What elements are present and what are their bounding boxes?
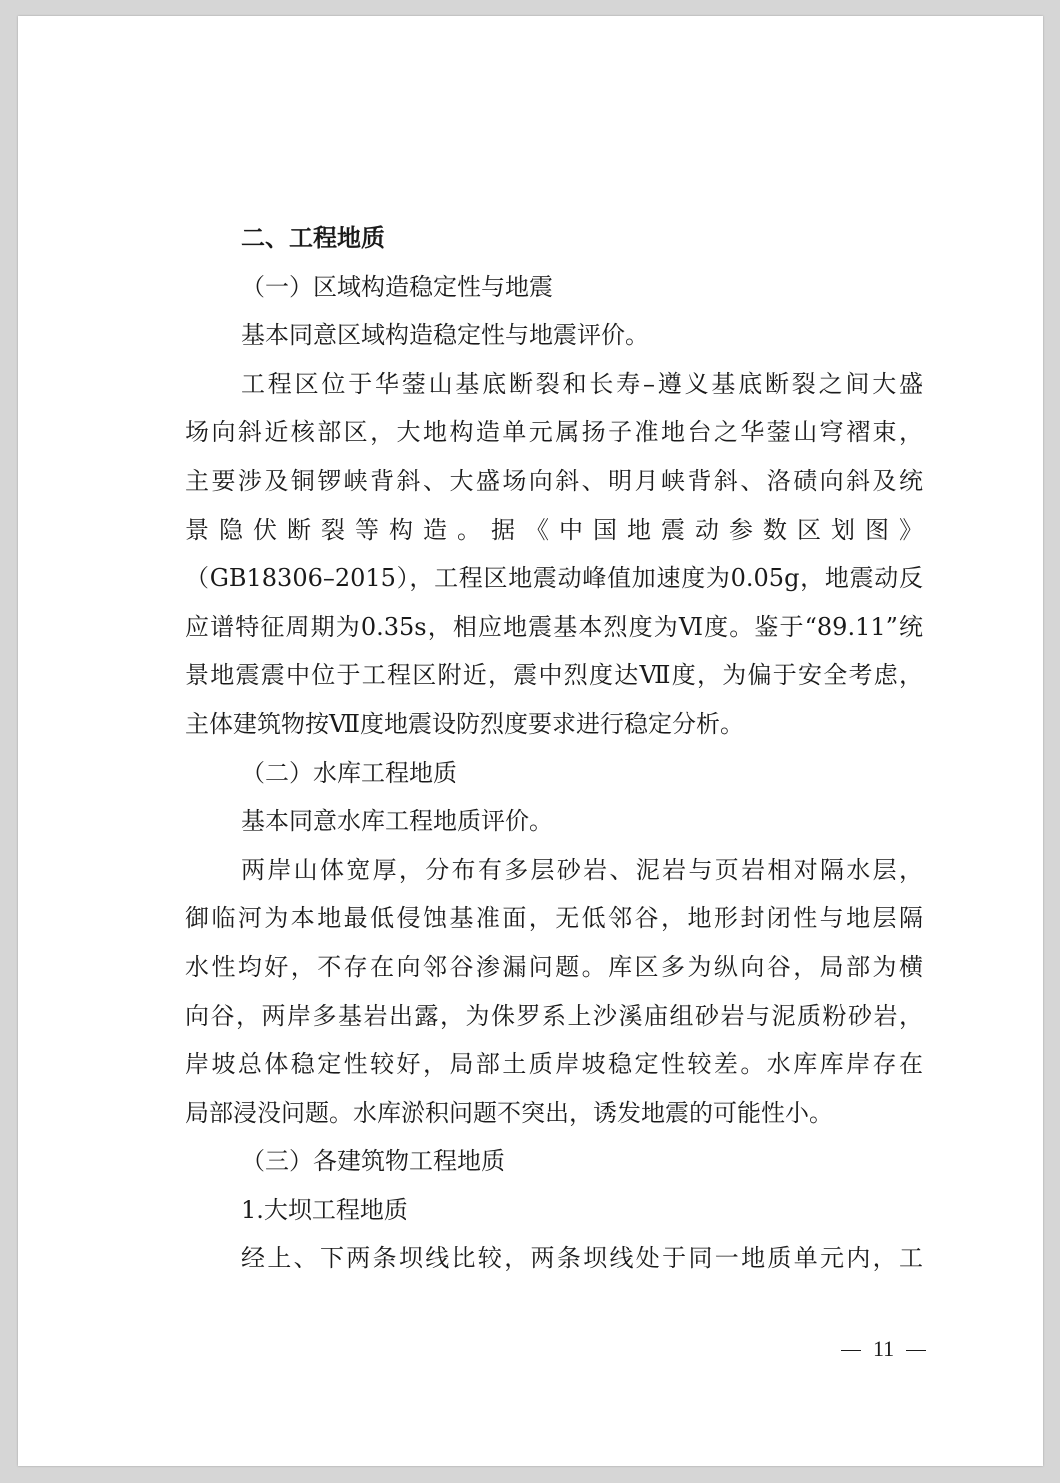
document-body xyxy=(185,214,923,1283)
paragraph-2-line: 景隐伏断裂等构造。据《中国地震动参数区划图》 xyxy=(185,515,923,544)
document-page xyxy=(18,16,1043,1466)
paragraph-4-line: 岸坡总体稳定性较好，局部土质岸坡稳定性较差。水库库岸存在 xyxy=(185,1050,923,1079)
item-heading-1: 1.大坝工程地质 xyxy=(241,1195,408,1224)
paragraph-4-line: 局部浸没问题。水库淤积问题不突出，诱发地震的可能性小。 xyxy=(185,1098,833,1127)
paragraph-5-line: 经上、下两条坝线比较，两条坝线处于同一地质单元内，工 xyxy=(241,1244,923,1273)
paragraph-3: 基本同意水库工程地质评价。 xyxy=(241,807,553,836)
paragraph-4-line: 向谷，两岸多基岩出露，为侏罗系上沙溪庙组砂岩与泥质粉砂岩， xyxy=(185,1001,923,1030)
paragraph-4-line: 两岸山体宽厚，分布有多层砂岩、泥岩与页岩相对隔水层， xyxy=(241,855,923,884)
paragraph-4-line: 水性均好，不存在向邻谷渗漏问题。库区多为纵向谷，局部为横 xyxy=(185,952,923,981)
paragraph-2-line: 主体建筑物按Ⅶ度地震设防烈度要求进行稳定分析。 xyxy=(185,709,744,738)
paragraph-2-line: 景地震震中位于工程区附近，震中烈度达Ⅶ度，为偏于安全考虑， xyxy=(185,661,923,690)
section-heading: 二、工程地质 xyxy=(241,223,385,252)
paragraph-2-line: 工程区位于华蓥山基底断裂和长寿–遵义基底断裂之间大盛 xyxy=(241,369,923,398)
paragraph-2-line: （GB18306–2015），工程区地震动峰值加速度为0.05g，地震动反 xyxy=(185,564,923,593)
page-number-dash-right xyxy=(906,1350,926,1351)
page-number xyxy=(841,1334,941,1364)
paragraph-2-line: 应谱特征周期为0.35s，相应地震基本烈度为Ⅵ度。鉴于“89.11”统 xyxy=(185,612,923,641)
paragraph-2-line: 主要涉及铜锣峡背斜、大盛场向斜、明月峡背斜、洛碛向斜及统 xyxy=(185,466,923,495)
subsection-heading-1: （一）区域构造稳定性与地震 xyxy=(241,272,553,301)
subsection-heading-2: （二）水库工程地质 xyxy=(241,758,457,787)
paragraph-4-line: 御临河为本地最低侵蚀基准面，无低邻谷，地形封闭性与地层隔 xyxy=(185,904,923,933)
subsection-heading-3: （三）各建筑物工程地质 xyxy=(241,1147,505,1176)
page-number-dash-left xyxy=(841,1350,861,1351)
paragraph-1: 基本同意区域构造稳定性与地震评价。 xyxy=(241,321,649,350)
paragraph-2-line: 场向斜近核部区，大地构造单元属扬子准地台之华蓥山穹褶束， xyxy=(185,418,923,447)
page-number-value: 11 xyxy=(873,1336,895,1361)
